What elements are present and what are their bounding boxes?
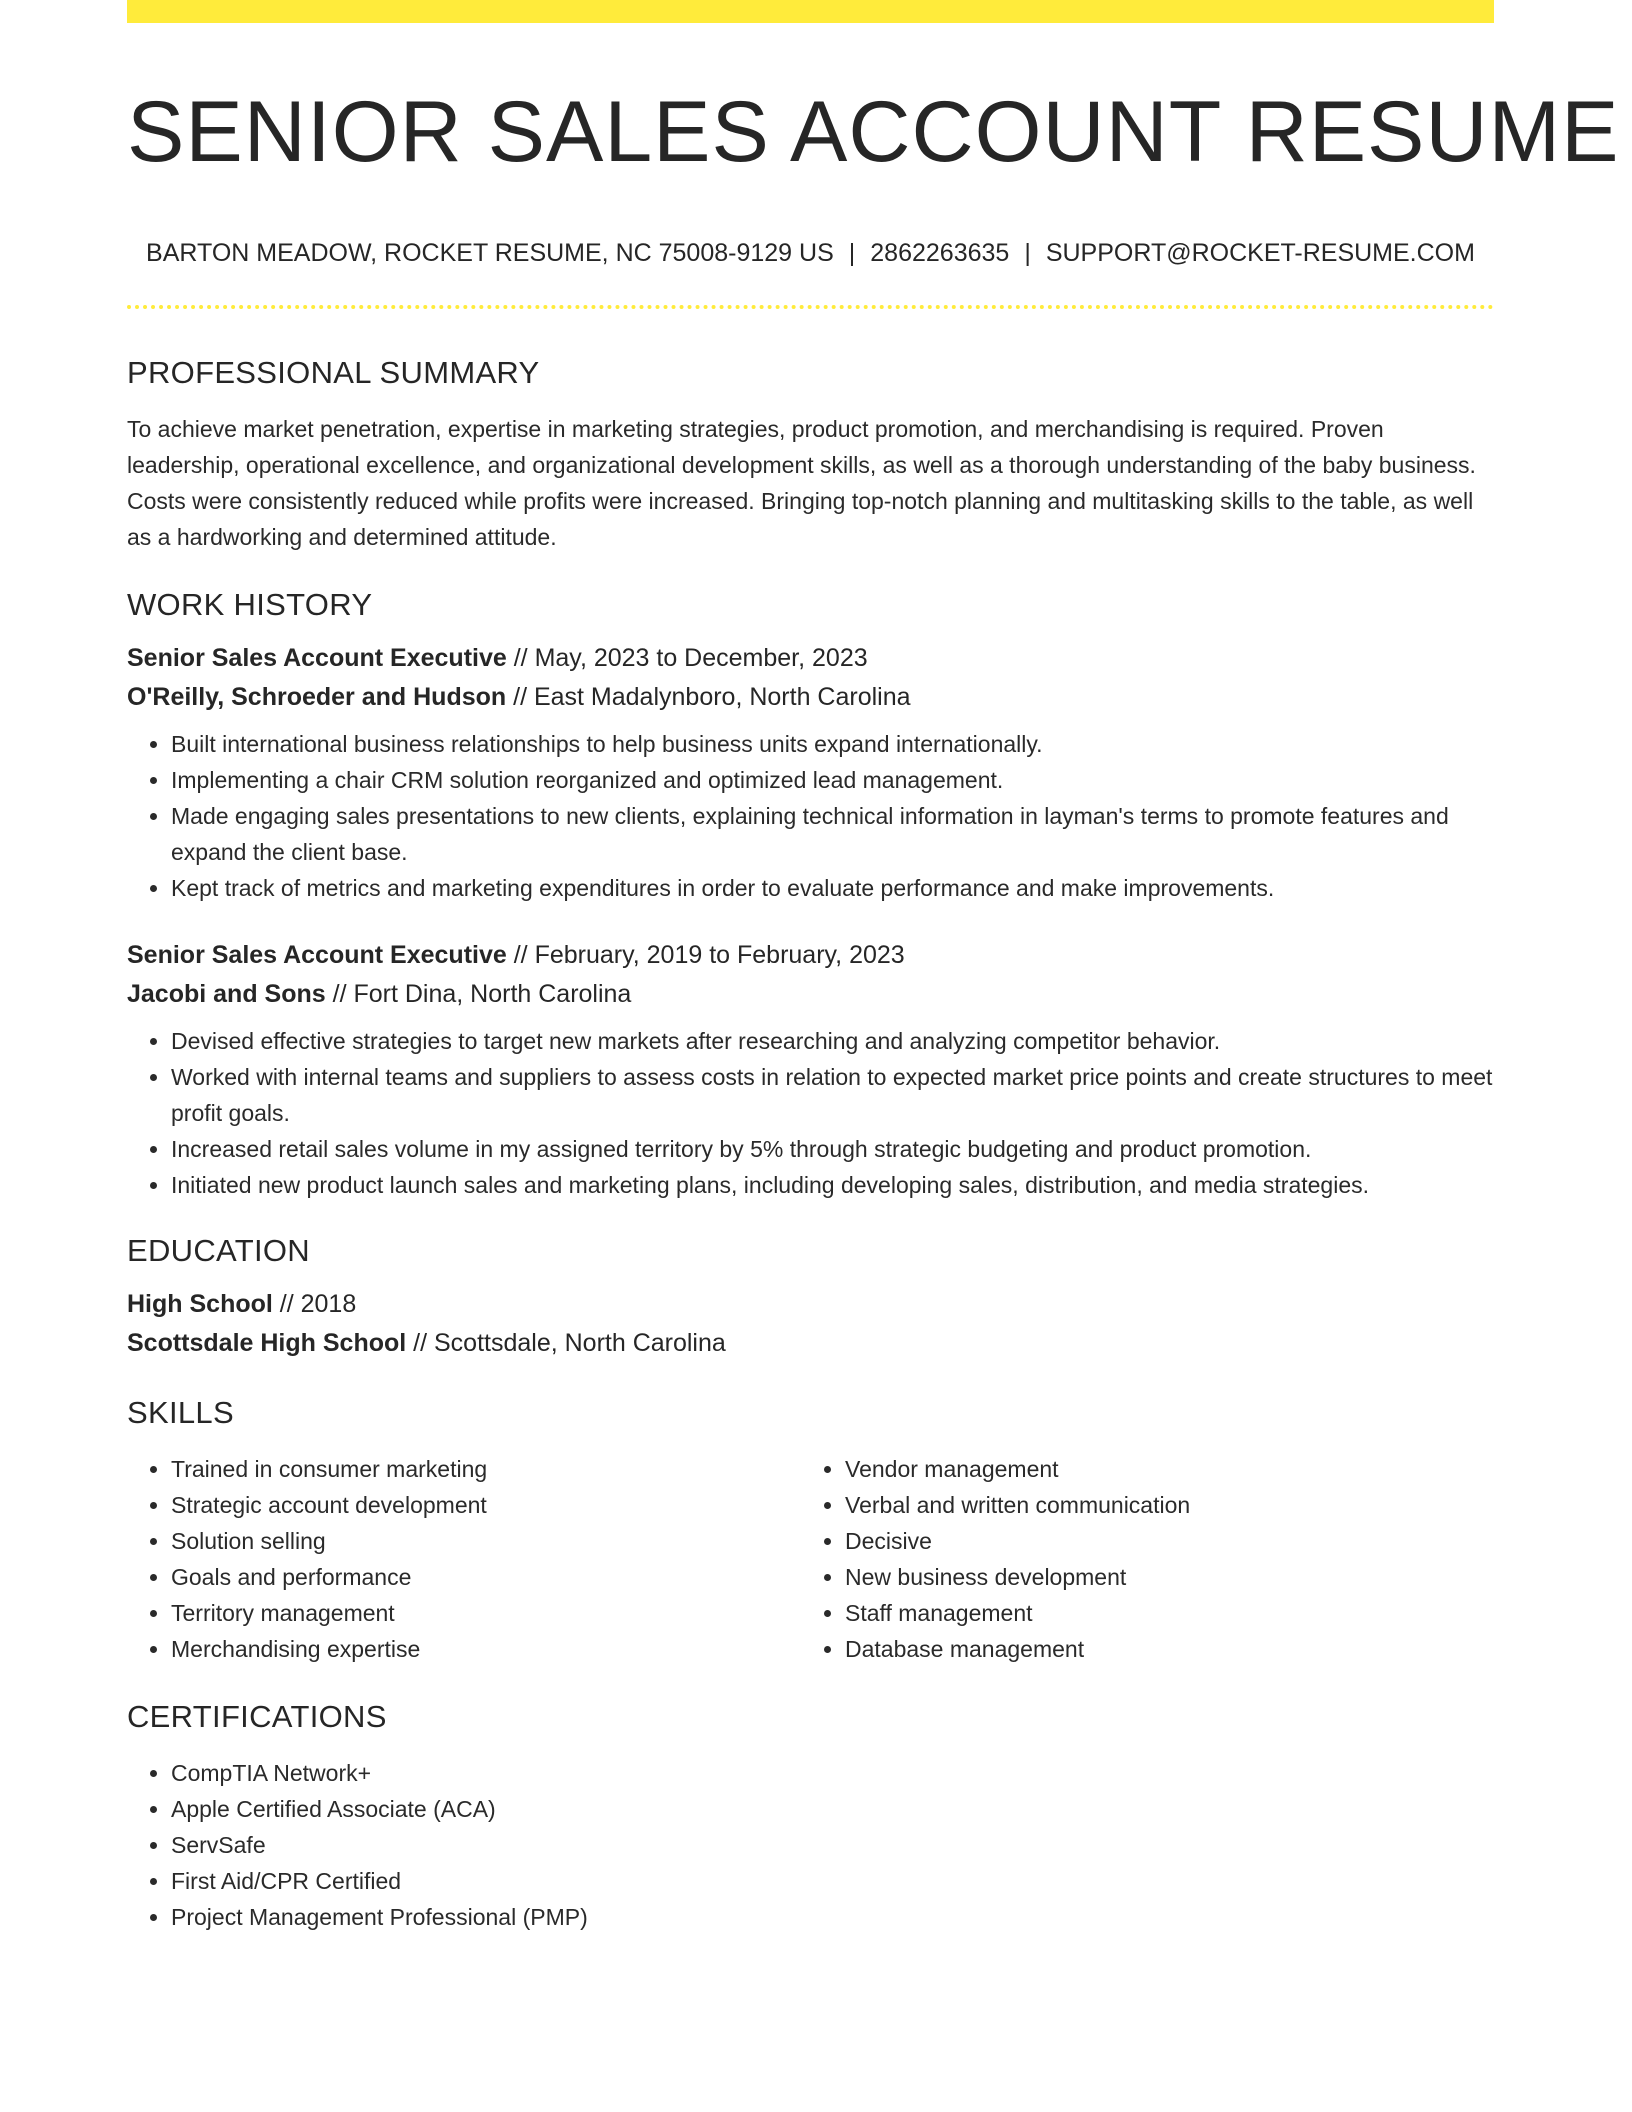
job-bullet: • Built international business relationships to help business units expand internationally. (171, 726, 1494, 762)
certifications-heading: CERTIFICATIONS (127, 1699, 387, 1734)
job-entry (127, 639, 1494, 906)
job-bullet: • Devised effective strategies to target new markets after researching and analyzing competitor behavior. (171, 1023, 1494, 1059)
skill-item: • Trained in consumer marketing (171, 1451, 801, 1487)
skill-item: • Database management (845, 1631, 1475, 1667)
education-heading: EDUCATION (127, 1233, 310, 1268)
top-accent-bar (127, 0, 1494, 23)
education-section (127, 1223, 1494, 1363)
certifications-list (127, 1755, 1494, 1935)
job-bullets (127, 726, 1494, 906)
skills-columns (127, 1451, 1494, 1667)
skill-item: • Solution selling (171, 1523, 801, 1559)
education-degree-line (127, 1285, 1494, 1324)
skill-item: • New business development (845, 1559, 1475, 1595)
job-company: O'Reilly, Schroeder and Hudson (127, 683, 507, 711)
job-bullet: • Made engaging sales presentations to new clients, explaining technical information in layman's terms to promote features and expand the client base. (171, 798, 1494, 870)
job-title-line (127, 639, 1494, 678)
certification-item: • First Aid/CPR Certified (171, 1863, 1494, 1899)
resume-title: SENIOR SALES ACCOUNT RESUME (127, 84, 1620, 180)
skill-item: • Merchandising expertise (171, 1631, 801, 1667)
education-year: // 2018 (272, 1290, 357, 1318)
job-dates: // February, 2019 to February, 2023 (506, 941, 905, 969)
summary-text: To achieve market penetration, expertise in marketing strategies, product promotion, and merchandising is required. Proven leadership, operational excellence, and organizational development skills, as well as a thorough understanding of the baby business. Costs were consistently reduced while profits were increased. Bringing top-notch planning and multitasking skills to the table, as well as a hardworking and determined attitude. (127, 416, 1476, 550)
summary-heading: PROFESSIONAL SUMMARY (127, 355, 540, 390)
job-company-line (127, 678, 1494, 717)
contact-separator: | (848, 239, 856, 267)
education-school-line (127, 1324, 1494, 1363)
certification-item: • ServSafe (171, 1827, 1494, 1863)
resume-content (127, 345, 1494, 1935)
job-bullet: • Initiated new product launch sales and marketing plans, including developing sales, distribution, and media strategies. (171, 1167, 1494, 1203)
job-location: // Fort Dina, North Carolina (325, 980, 632, 1008)
job-title: Senior Sales Account Executive (127, 644, 507, 672)
certification-item: • CompTIA Network+ (171, 1755, 1494, 1791)
job-bullet: • Increased retail sales volume in my assigned territory by 5% through strategic budgeting and product promotion. (171, 1131, 1494, 1167)
job-dates: // May, 2023 to December, 2023 (506, 644, 868, 672)
skill-item: • Vendor management (845, 1451, 1475, 1487)
job-bullet: • Kept track of metrics and marketing expenditures in order to evaluate performance and make improvements. (171, 870, 1494, 906)
contact-address: BARTON MEADOW, ROCKET RESUME, NC 75008-9129 US (146, 239, 834, 267)
education-degree: High School (127, 1290, 273, 1318)
job-bullets (127, 1023, 1494, 1203)
skill-item: • Decisive (845, 1523, 1475, 1559)
contact-line (127, 234, 1494, 272)
skill-item: • Verbal and written communication (845, 1487, 1475, 1523)
certification-item: • Project Management Professional (PMP) (171, 1899, 1494, 1935)
skill-item: • Strategic account development (171, 1487, 801, 1523)
work-history-heading: WORK HISTORY (127, 587, 373, 622)
skill-item: • Staff management (845, 1595, 1475, 1631)
certifications-section (127, 1689, 1494, 1935)
job-bullet: • Worked with internal teams and suppliers to assess costs in relation to expected market price points and create structures to meet profit goals. (171, 1059, 1494, 1131)
contact-separator: | (1024, 239, 1031, 267)
certification-item: • Apple Certified Associate (ACA) (171, 1791, 1494, 1827)
education-entry (127, 1285, 1494, 1363)
skills-section (127, 1385, 1494, 1667)
summary-section (127, 345, 1494, 555)
dotted-divider (127, 305, 1494, 309)
education-location: // Scottsdale, North Carolina (406, 1329, 726, 1357)
skill-item: • Goals and performance (171, 1559, 801, 1595)
contact-phone: 2862263635 (870, 239, 1010, 267)
skills-heading: SKILLS (127, 1395, 234, 1430)
work-history-section (127, 577, 1494, 1203)
job-bullet: • Implementing a chair CRM solution reorganized and optimized lead management. (171, 762, 1494, 798)
contact-email: SUPPORT@ROCKET-RESUME.COM (1045, 239, 1475, 267)
job-title-line (127, 936, 1494, 975)
job-title: Senior Sales Account Executive (127, 941, 507, 969)
job-location: // East Madalynboro, North Carolina (506, 683, 911, 711)
education-school: Scottsdale High School (127, 1329, 407, 1357)
skills-right-column (801, 1451, 1475, 1667)
job-company: Jacobi and Sons (127, 980, 326, 1008)
job-entry (127, 936, 1494, 1203)
skills-left-column (127, 1451, 801, 1667)
job-company-line (127, 975, 1494, 1014)
skill-item: • Territory management (171, 1595, 801, 1631)
